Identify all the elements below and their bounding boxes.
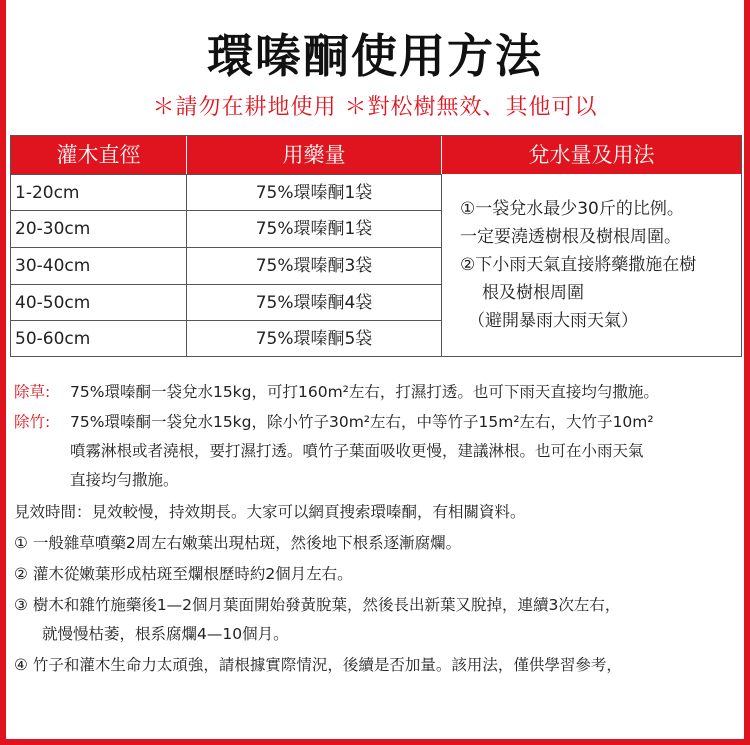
usage-line: （避開暴雨大雨天氣）	[468, 311, 638, 331]
cell-diameter: 1-20cm	[15, 183, 80, 203]
cell-dose: 75%環嗪酮3袋	[186, 248, 441, 284]
usage-line: ②下小雨天氣直接將藥撒施在樹	[460, 255, 697, 275]
cell-dose: 75%環嗪酮1袋	[186, 175, 441, 211]
header-shrub-diameter: 灌木直徑	[11, 136, 186, 174]
dosage-table	[10, 135, 742, 357]
cell-dose: 75%環嗪酮5袋	[186, 321, 441, 357]
cell-dose: 75%環嗪酮1袋	[186, 211, 441, 247]
table-row	[11, 247, 441, 284]
page-subtitle: ＊請勿在耕地使用 ＊對松樹無效、其他可以	[152, 95, 598, 120]
table-row	[11, 174, 441, 211]
cell-diameter: 50-60cm	[15, 329, 91, 349]
table-row	[11, 284, 441, 321]
usage-instructions	[441, 174, 741, 356]
note-item: ② 灌木從嫩葉形成枯斑至爛根歷時約2個月左右。	[14, 565, 353, 583]
table-row	[11, 210, 441, 247]
effect-time: 見效時間：見效較慢，持效期長。大家可以網頁搜索環嗪酮，有相關資料。	[14, 503, 526, 521]
bamboo-text-line: 直接均勻撒施。	[70, 471, 179, 489]
note-item-continuation: 就慢慢枯萎，根系腐爛4—10個月。	[42, 625, 289, 643]
bamboo-text-line: 75%環嗪酮一袋兌水15kg，除小竹子30m²左右，中等竹子15m²左右，大竹子10m²	[70, 413, 654, 431]
weeds-label: 除草:	[14, 383, 51, 401]
note-item: ① 一般雜草噴藥2周左右嫩葉出現枯斑，然後地下根系逐漸腐爛。	[14, 534, 462, 552]
header-dosage: 用藥量	[186, 136, 441, 174]
cell-dose: 75%環嗪酮4袋	[186, 285, 441, 321]
header-water-usage: 兌水量及用法	[441, 136, 741, 174]
page-title: 環嗪酮使用方法	[207, 29, 543, 83]
cell-diameter: 30-40cm	[15, 256, 91, 276]
cell-diameter: 40-50cm	[15, 293, 91, 313]
usage-line: ①一袋兌水最少30斤的比例。	[460, 199, 684, 219]
bamboo-text-line: 噴霧淋根或者澆根，要打濕打透。噴竹子葉面吸收更慢，建議淋根。也可在小雨天氣	[70, 442, 644, 460]
cell-diameter: 20-30cm	[15, 219, 91, 239]
note-item: ④ 竹子和灌木生命力太頑強，請根據實際情況，後續是否加量。該用法，僅供學習參考，	[14, 656, 622, 674]
usage-line: 一定要澆透樹根及樹根周圍。	[460, 227, 681, 247]
bamboo-label: 除竹:	[14, 413, 51, 431]
usage-line: 根及樹根周圍	[482, 283, 584, 303]
table-row	[11, 320, 441, 357]
weeds-text: 75%環嗪酮一袋兌水15kg，可打160m²左右，打濕打透。也可下雨天直接均勻撒施。	[70, 383, 659, 401]
note-item: ③ 樹木和雜竹施藥後1—2個月葉面開始發黃脫葉，然後長出新葉又脫掉，連續3次左右，	[14, 596, 621, 614]
